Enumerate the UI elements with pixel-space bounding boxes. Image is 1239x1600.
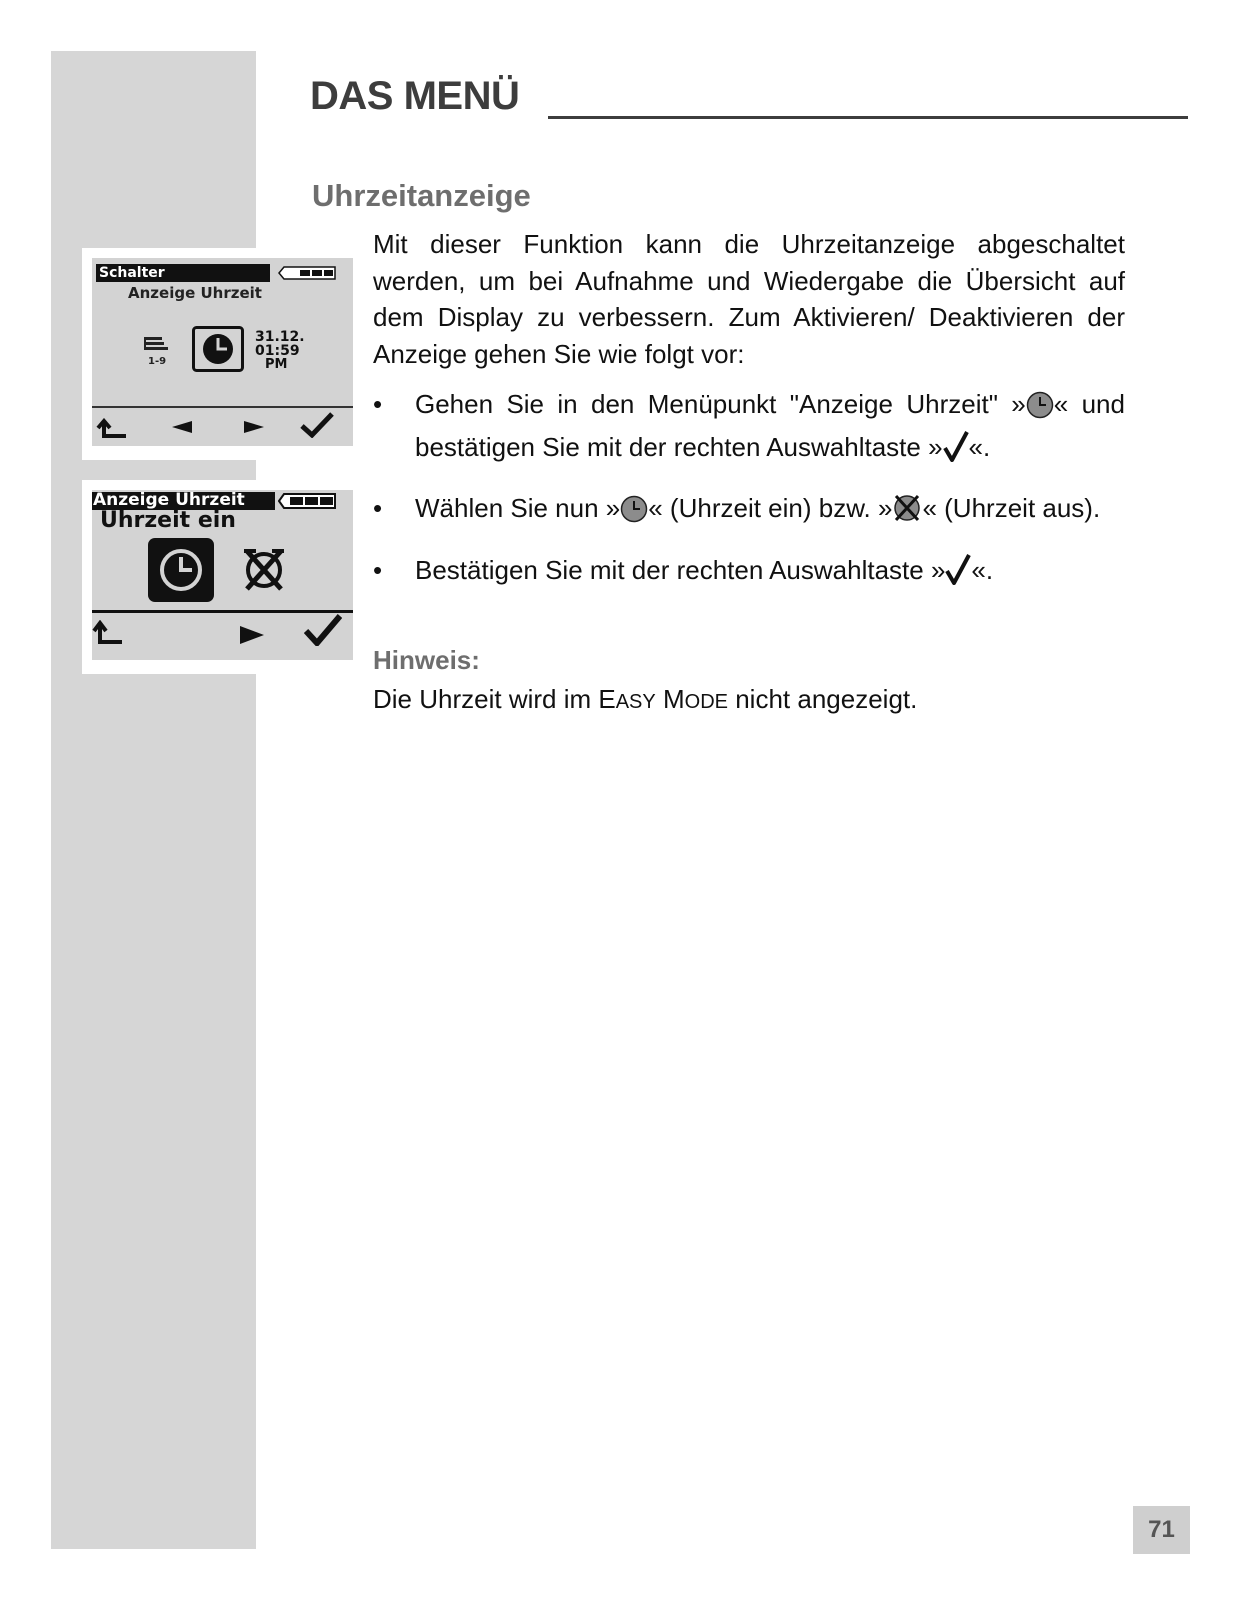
lcd-display [92,258,353,446]
bullet-text: « (Uhrzeit ein) bzw. » [648,493,893,523]
lcd-display [92,490,353,660]
bullet-dot: • [373,554,383,585]
back-arrow-icon [96,418,128,445]
clock-icon [1026,391,1054,429]
lcd-menu-title: Anzeige Uhrzeit [128,284,262,302]
display-screenshot-2 [82,480,353,674]
note-text-after: nicht angezeigt. [728,684,918,714]
list-item [373,490,1125,533]
note-label: Hinweis: [373,645,480,675]
checkmark-icon [945,553,971,595]
bullet-text: Bestätigen Sie mit der rechten Auswahltaste » [415,554,946,585]
lcd-header-label: Schalter [99,265,165,281]
battery-icon [278,266,336,285]
lcd-range-label: 1-9 [148,356,167,367]
bullet-text: Wählen Sie nun » [415,493,621,523]
right-arrow-icon [240,626,264,649]
lcd-option-title: Uhrzeit ein [100,508,236,533]
section-title: Uhrzeitanzeige [312,178,531,213]
easy-mode-e: E [598,684,616,714]
bullet-text: « und bestätigen Sie mit der rechten Auswahltaste » [415,389,1125,462]
checkmark-icon [304,614,342,651]
instruction-list [373,386,1125,594]
battery-icon [278,493,336,514]
header-rule [548,116,1188,119]
lcd-header-label: Anzeige Uhrzeit [93,490,245,510]
checkmark-icon [943,430,969,472]
lcd-time: 01:59 [255,343,300,359]
display-screenshot-1 [82,248,353,460]
lcd-ampm: PM [265,357,288,372]
bullet-text: Gehen Sie in den Menüpunkt "Anzeige Uhrzeit" » [415,389,1026,419]
note-text-before: Die Uhrzeit wird im [373,684,599,714]
page-title: DAS MENÜ [310,74,520,118]
left-arrow-icon [172,420,192,438]
lcd-date: 31.12. [255,329,305,345]
easy-mode-space [656,684,663,714]
page-number: 71 [1133,1506,1190,1554]
clock-off-icon [892,493,922,533]
clock-icon [620,495,648,533]
list-item [373,386,1125,471]
clock-icon [148,538,214,607]
intro-paragraph: Mit dieser Funktion kann die Uhrzeitanzeige abgeschaltet werden, um bei Aufnahme und Wiedergabe die Übersicht auf dem Display zu verbessern. Zum Aktivieren/ Deaktivieren der Anzeige gehen Sie wie folgt vor: [373,229,1125,369]
list-item [373,552,1125,595]
bullet-text: « (Uhrzeit aus). [922,493,1101,523]
note-text [373,682,917,719]
lcd-divider [92,406,353,408]
bullet-dot: • [373,493,383,523]
page-header [310,74,1188,124]
easy-mode-ode: ODE [684,691,728,713]
easy-mode-m: M [662,684,685,714]
bullet-text: «. [971,554,994,585]
easy-mode-asy: ASY [615,691,656,713]
clock-off-icon [242,548,286,597]
bullet-text: «. [968,431,991,462]
bullet-dot: • [373,389,383,419]
lcd-divider [92,610,353,613]
checkmark-icon [300,412,334,443]
clock-icon [192,326,244,377]
right-arrow-icon [244,420,264,438]
back-arrow-icon [92,620,124,651]
